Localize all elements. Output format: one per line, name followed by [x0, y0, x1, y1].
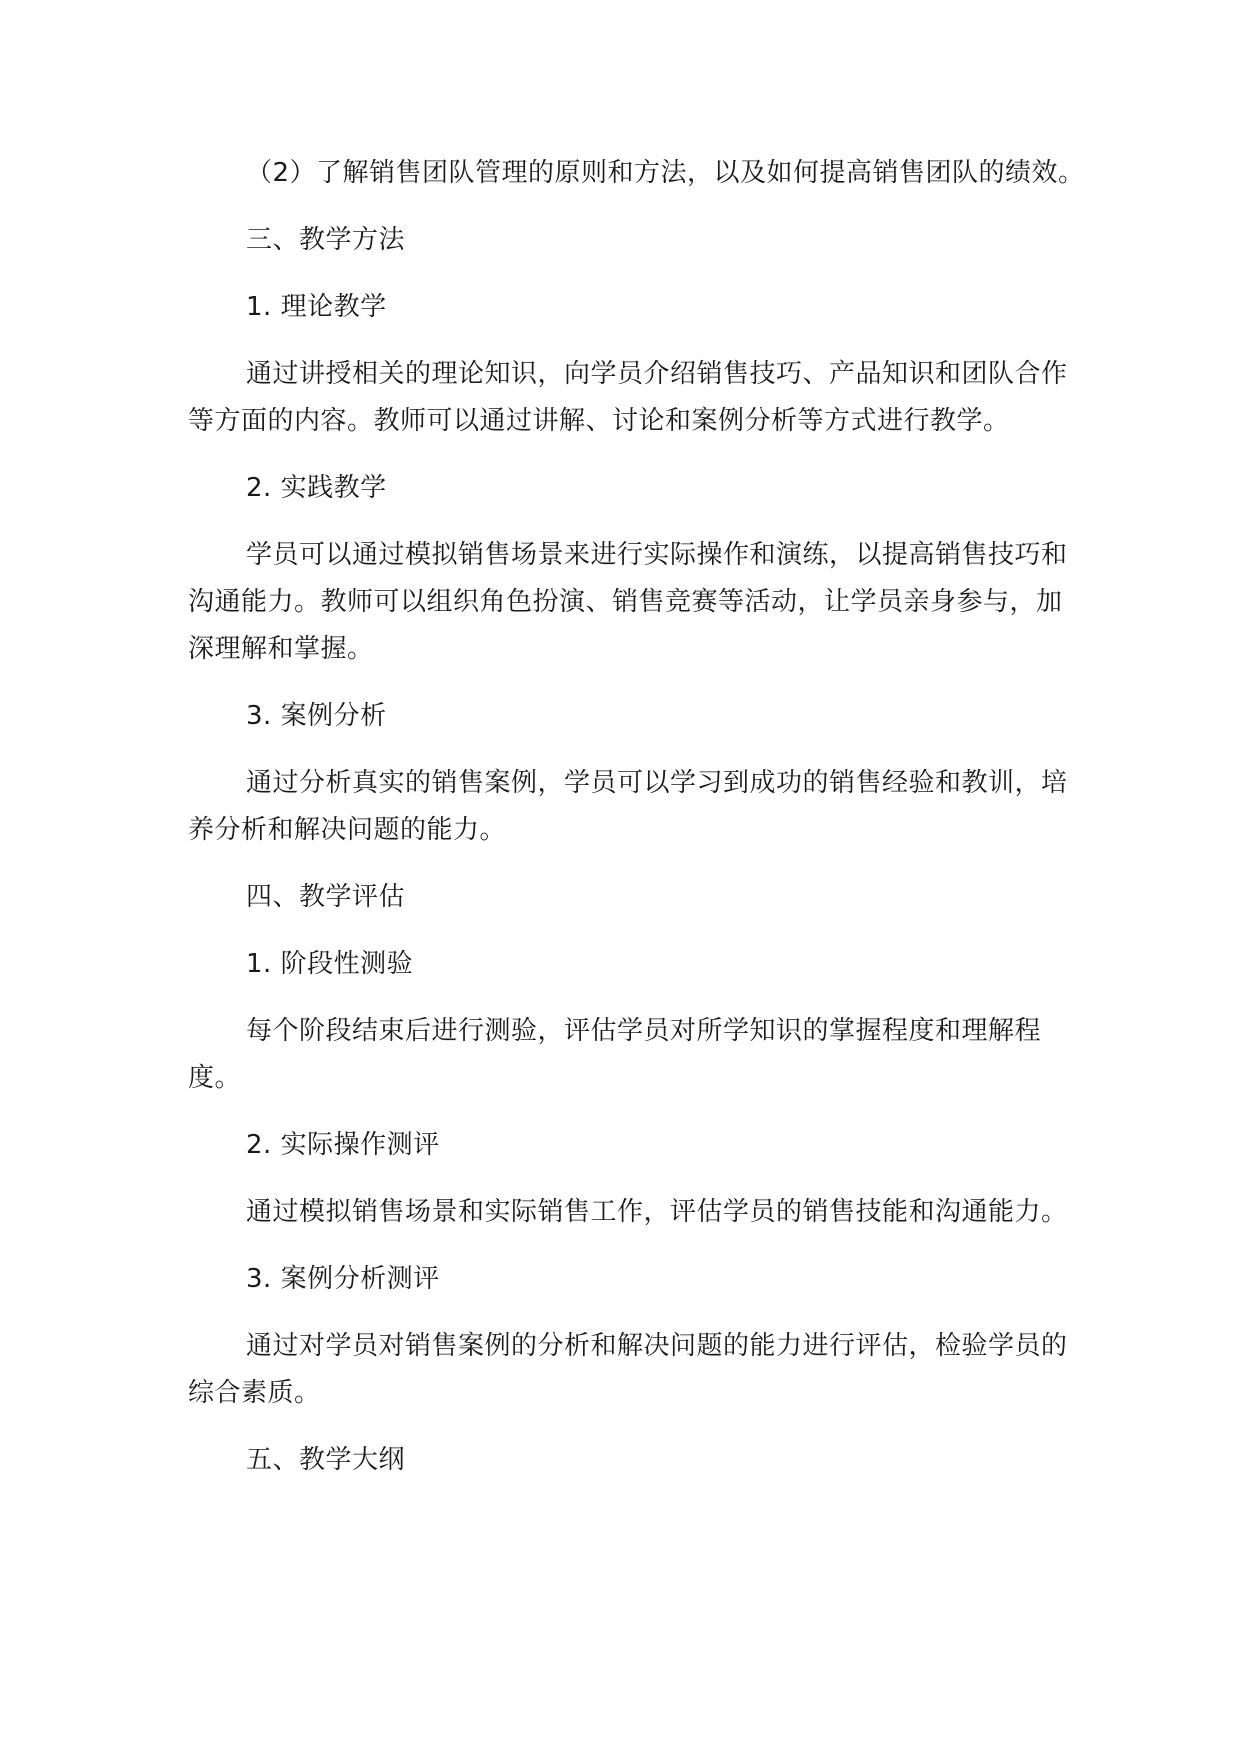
paragraph-case-analysis: 通过分析真实的销售案例，学员可以学习到成功的销售经验和教训，培养分析和解决问题的能力。 — [188, 768, 1068, 845]
paragraph-case-assessment: 通过对学员对销售案例的分析和解决问题的能力进行评估，检验学员的综合素质。 — [188, 1331, 1068, 1408]
subheading-theory-teaching: 1. 理论教学 — [246, 292, 387, 322]
paragraph-theory-teaching: 通过讲授相关的理论知识，向学员介绍销售技巧、产品知识和团队合作等方面的内容。教师可以通过讲解、讨论和案例分析等方式进行教学。 — [188, 359, 1068, 436]
paragraph-stage-test: 每个阶段结束后进行测验，评估学员对所学知识的掌握程度和理解程度。 — [188, 1016, 1042, 1093]
subheading-case-assessment: 3. 案例分析测评 — [246, 1264, 440, 1294]
paragraph-practical-assessment: 通过模拟销售场景和实际销售工作，评估学员的销售技能和沟通能力。 — [246, 1197, 1068, 1227]
subheading-practical-assessment: 2. 实际操作测评 — [246, 1130, 440, 1160]
paragraph-team-management: （2）了解销售团队管理的原则和方法，以及如何提高销售团队的绩效。 — [246, 158, 1085, 188]
document-page — [188, 150, 1088, 1504]
paragraph-practice-teaching: 学员可以通过模拟销售场景来进行实际操作和演练，以提高销售技巧和沟通能力。教师可以组织角色扮演、销售竞赛等活动，让学员亲身参与，加深理解和掌握。 — [188, 540, 1068, 664]
section-heading-teaching-evaluation: 四、教学评估 — [246, 882, 406, 912]
section-heading-teaching-methods: 三、教学方法 — [246, 225, 406, 255]
subheading-case-analysis: 3. 案例分析 — [246, 701, 387, 731]
section-heading-teaching-outline: 五、教学大纲 — [246, 1445, 406, 1475]
subheading-stage-test: 1. 阶段性测验 — [246, 949, 414, 979]
subheading-practice-teaching: 2. 实践教学 — [246, 473, 387, 503]
